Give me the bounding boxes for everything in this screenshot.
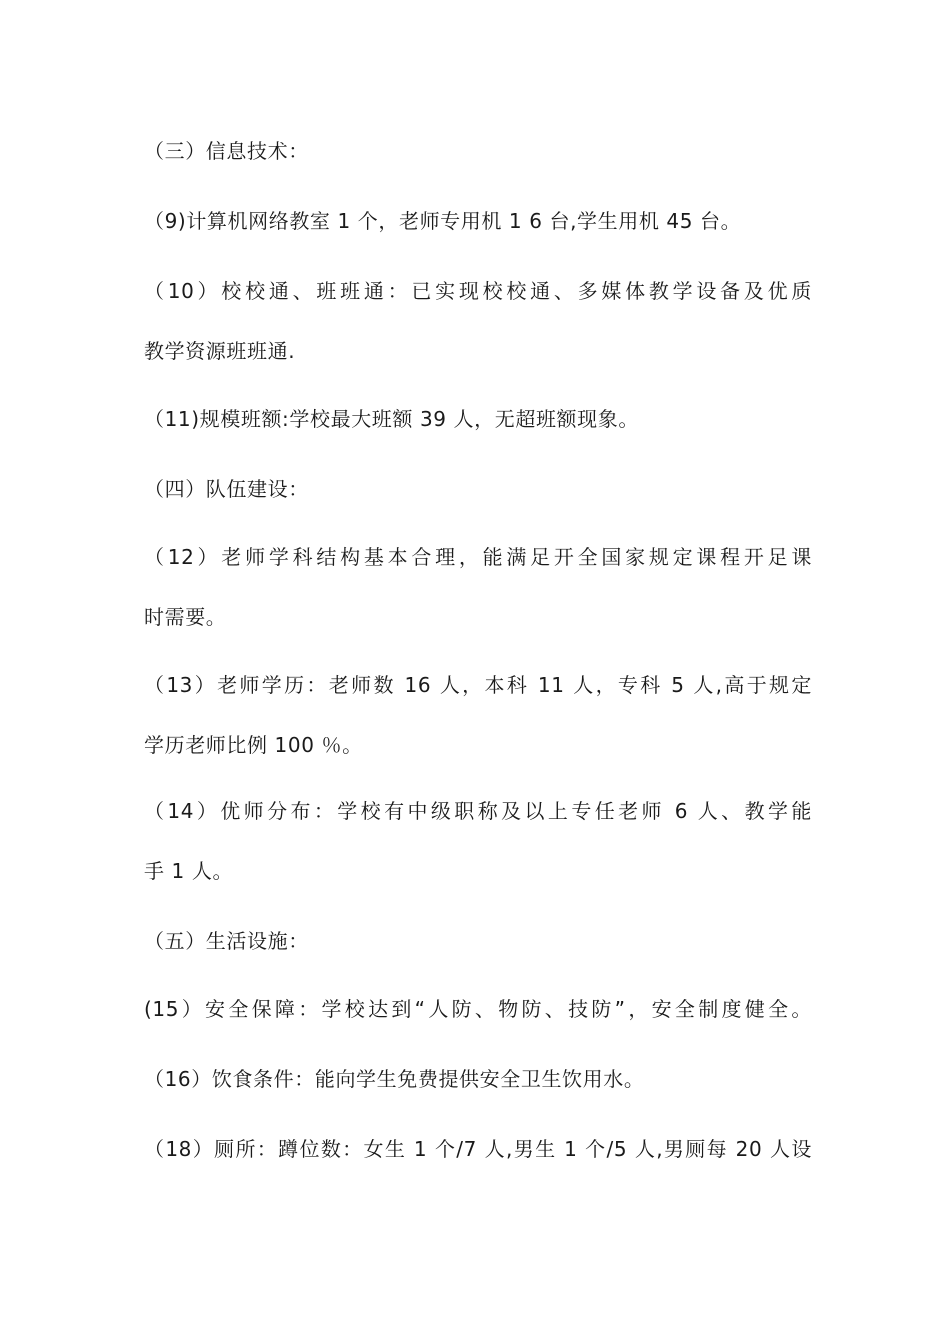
section-heading-team: （四）队伍建设： <box>144 477 309 501</box>
paragraph-item-16: （16）饮食条件：能向学生免费提供安全卫生饮用水。 <box>144 1067 645 1091</box>
paragraph-item-10-continued: 教学资源班班通. <box>144 339 296 363</box>
paragraph-item-13-continued: 学历老师比例 100 ％。 <box>144 733 363 757</box>
paragraph-item-10: （10）校校通、班班通：已实现校校通、多媒体教学设备及优质 <box>144 279 812 303</box>
paragraph-item-13: （13）老师学历：老师数 16 人，本科 11 人，专科 5 人,高于规定 <box>144 673 812 697</box>
paragraph-item-15: (15）安全保障：学校达到“人防、物防、技防”，安全制度健全。 <box>144 997 812 1021</box>
paragraph-item-12-continued: 时需要。 <box>144 605 227 629</box>
paragraph-item-14: （14）优师分布：学校有中级职称及以上专任老师 6 人、教学能 <box>144 799 812 823</box>
paragraph-item-9: （9)计算机网络教室 1 个，老师专用机 1 6 台,学生用机 45 台。 <box>144 209 742 233</box>
section-heading-info-tech: （三）信息技术： <box>144 139 309 163</box>
paragraph-item-12: （12）老师学科结构基本合理，能满足开全国家规定课程开足课 <box>144 545 812 569</box>
section-heading-living-facilities: （五）生活设施： <box>144 929 309 953</box>
paragraph-item-18: （18）厕所：蹲位数：女生 1 个/7 人,男生 1 个/5 人,男厕每 20 人设 <box>144 1137 812 1161</box>
paragraph-item-11: （11)规模班额:学校最大班额 39 人，无超班额现象。 <box>144 407 639 431</box>
paragraph-item-14-continued: 手 1 人。 <box>144 859 234 883</box>
